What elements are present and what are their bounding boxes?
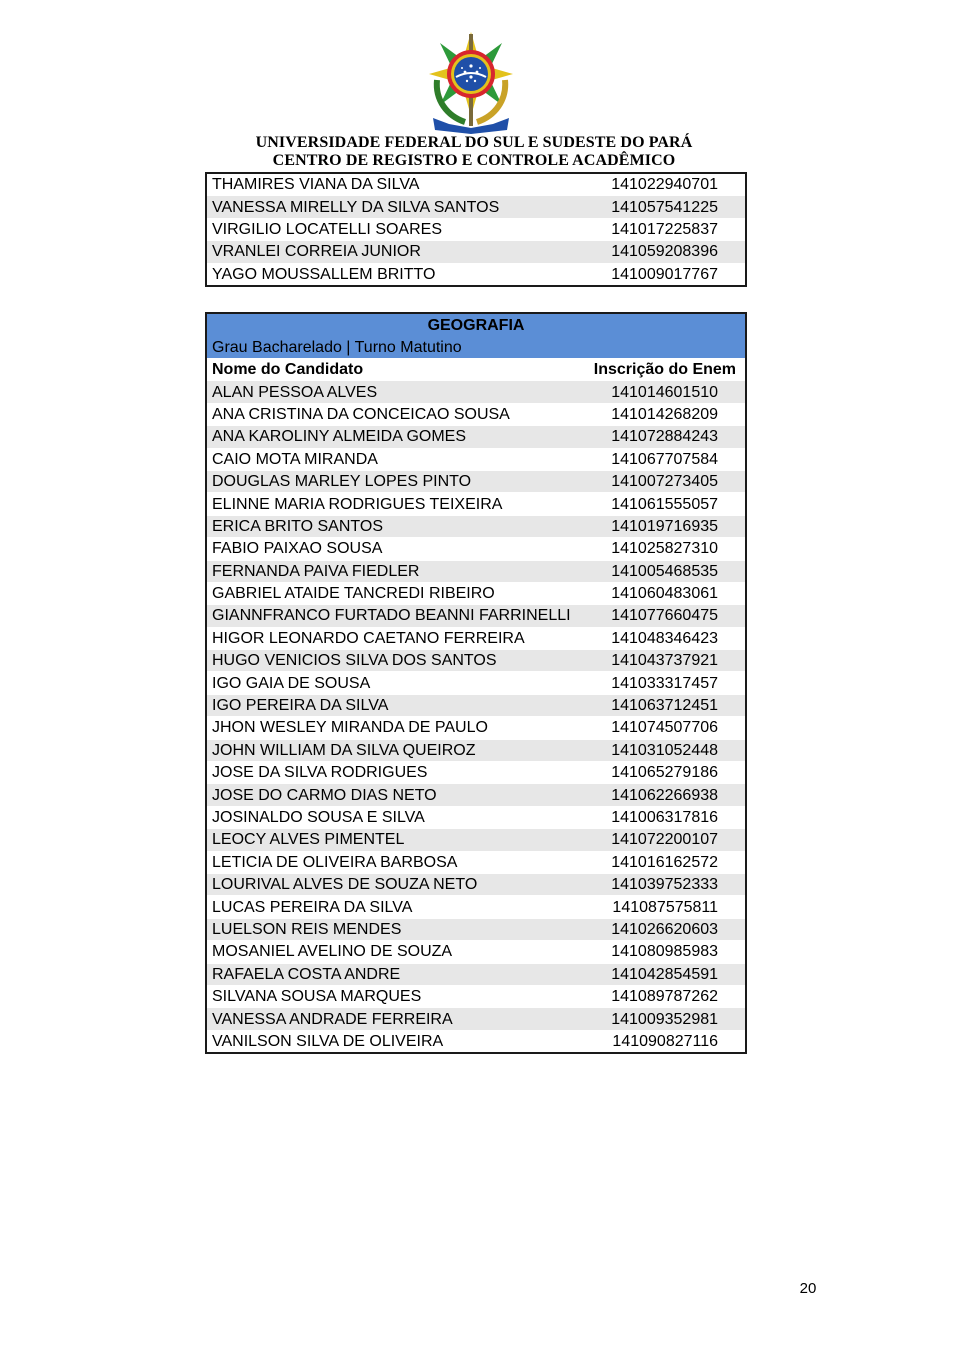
table-row	[206, 672, 746, 694]
candidate-name: YAGO MOUSSALLEM BRITTO	[206, 263, 584, 286]
candidate-inscricao: 141022940701	[584, 173, 746, 196]
candidate-name: LOURIVAL ALVES DE SOUZA NETO	[206, 873, 584, 895]
candidate-inscricao: 141043737921	[584, 650, 746, 672]
table-row	[206, 694, 746, 716]
candidate-name: LUELSON REIS MENDES	[206, 918, 584, 940]
table-row	[206, 829, 746, 851]
table-row	[206, 560, 746, 582]
table-row	[206, 538, 746, 560]
candidate-name: ELINNE MARIA RODRIGUES TEIXEIRA	[206, 493, 584, 515]
table-row	[206, 196, 746, 218]
candidate-inscricao: 141090827116	[584, 1030, 746, 1053]
candidate-name: JOSE DA SILVA RODRIGUES	[206, 762, 584, 784]
table-row	[206, 963, 746, 985]
candidate-name: VANILSON SILVA DE OLIVEIRA	[206, 1030, 584, 1053]
table-row	[206, 784, 746, 806]
candidate-inscricao: 141067707584	[584, 448, 746, 470]
candidate-name: LUCAS PEREIRA DA SILVA	[206, 896, 584, 918]
table-row	[206, 627, 746, 649]
table-row	[206, 470, 746, 492]
table-row	[206, 985, 746, 1007]
candidate-inscricao: 141019716935	[584, 515, 746, 537]
table-row	[206, 241, 746, 263]
candidate-name: JOSINALDO SOUSA E SILVA	[206, 806, 584, 828]
table-row	[206, 515, 746, 537]
grade-turno: Grau Bacharelado | Turno Matutino	[206, 336, 746, 359]
candidate-inscricao: 141061555057	[584, 493, 746, 515]
candidate-inscricao: 141005468535	[584, 560, 746, 582]
column-header-inscricao: Inscrição do Enem	[584, 359, 746, 381]
candidate-inscricao: 141014601510	[584, 381, 746, 403]
candidate-name: IGO PEREIRA DA SILVA	[206, 694, 584, 716]
candidate-inscricao: 141072200107	[584, 829, 746, 851]
candidate-inscricao: 141031052448	[584, 739, 746, 761]
candidate-inscricao: 141063712451	[584, 694, 746, 716]
candidate-name: VANESSA ANDRADE FERREIRA	[206, 1008, 584, 1030]
candidate-inscricao: 141017225837	[584, 218, 746, 240]
candidate-inscricao: 141016162572	[584, 851, 746, 873]
course-header	[206, 313, 746, 336]
candidate-inscricao: 141025827310	[584, 538, 746, 560]
candidate-inscricao: 141062266938	[584, 784, 746, 806]
candidate-inscricao: 141009352981	[584, 1008, 746, 1030]
table-row	[206, 717, 746, 739]
candidate-inscricao: 141065279186	[584, 762, 746, 784]
candidate-name: LETICIA DE OLIVEIRA BARBOSA	[206, 851, 584, 873]
candidate-inscricao: 141033317457	[584, 672, 746, 694]
table-row	[206, 1008, 746, 1030]
table-row	[206, 582, 746, 604]
candidate-inscricao: 141057541225	[584, 196, 746, 218]
candidate-name: THAMIRES VIANA DA SILVA	[206, 173, 584, 196]
candidate-inscricao: 141059208396	[584, 241, 746, 263]
candidate-name: HUGO VENICIOS SILVA DOS SANTOS	[206, 650, 584, 672]
column-header-row	[206, 359, 746, 381]
candidate-inscricao: 141060483061	[584, 582, 746, 604]
geografia-candidates-table	[205, 312, 747, 1054]
column-header-name: Nome do Candidato	[206, 359, 584, 381]
table-row	[206, 851, 746, 873]
candidate-inscricao: 141048346423	[584, 627, 746, 649]
candidate-name: JHON WESLEY MIRANDA DE PAULO	[206, 717, 584, 739]
table-row	[206, 1030, 746, 1053]
candidate-name: LEOCY ALVES PIMENTEL	[206, 829, 584, 851]
candidate-name: ANA KAROLINY ALMEIDA GOMES	[206, 426, 584, 448]
candidate-inscricao: 141087575811	[584, 896, 746, 918]
candidate-inscricao: 141009017767	[584, 263, 746, 286]
candidate-name: GABRIEL ATAIDE TANCREDI RIBEIRO	[206, 582, 584, 604]
table-row	[206, 896, 746, 918]
table-row	[206, 873, 746, 895]
candidate-name: ERICA BRITO SANTOS	[206, 515, 584, 537]
candidate-name: VRANLEI CORREIA JUNIOR	[206, 241, 584, 263]
table-row	[206, 173, 746, 196]
candidate-inscricao: 141077660475	[584, 605, 746, 627]
candidate-inscricao: 141089787262	[584, 985, 746, 1007]
table-row	[206, 403, 746, 425]
course-title: GEOGRAFIA	[206, 313, 746, 336]
candidate-name: IGO GAIA DE SOUSA	[206, 672, 584, 694]
table-row	[206, 426, 746, 448]
table-row	[206, 448, 746, 470]
continued-candidates-table	[205, 172, 747, 287]
candidate-inscricao: 141014268209	[584, 403, 746, 425]
candidate-name: FABIO PAIXAO SOUSA	[206, 538, 584, 560]
candidate-name: MOSANIEL AVELINO DE SOUZA	[206, 941, 584, 963]
candidate-name: HIGOR LEONARDO CAETANO FERREIRA	[206, 627, 584, 649]
page-number: 20	[799, 1280, 817, 1297]
candidate-inscricao: 141072884243	[584, 426, 746, 448]
table-row	[206, 941, 746, 963]
candidate-inscricao: 141080985983	[584, 941, 746, 963]
candidate-name: FERNANDA PAIVA FIEDLER	[206, 560, 584, 582]
candidate-name: CAIO MOTA MIRANDA	[206, 448, 584, 470]
candidate-name: DOUGLAS MARLEY LOPES PINTO	[206, 470, 584, 492]
table-row	[206, 605, 746, 627]
candidate-inscricao: 141042854591	[584, 963, 746, 985]
table-row	[206, 218, 746, 240]
brazil-coat-of-arms-icon	[425, 30, 517, 136]
table-row	[206, 650, 746, 672]
table-row	[206, 806, 746, 828]
institution-title: UNIVERSIDADE FEDERAL DO SUL E SUDESTE DO PARÁ	[255, 134, 693, 151]
candidate-inscricao: 141039752333	[584, 873, 746, 895]
candidate-inscricao: 141074507706	[584, 717, 746, 739]
candidate-inscricao: 141006317816	[584, 806, 746, 828]
grade-row	[206, 336, 746, 359]
table-row	[206, 263, 746, 286]
table-row	[206, 381, 746, 403]
candidate-inscricao: 141007273405	[584, 470, 746, 492]
candidate-name: VANESSA MIRELLY DA SILVA SANTOS	[206, 196, 584, 218]
candidate-name: VIRGILIO LOCATELLI SOARES	[206, 218, 584, 240]
candidate-name: GIANNFRANCO FURTADO BEANNI FARRINELLI	[206, 605, 584, 627]
candidate-name: JOHN WILLIAM DA SILVA QUEIROZ	[206, 739, 584, 761]
table-row	[206, 739, 746, 761]
table-row	[206, 918, 746, 940]
candidate-name: RAFAELA COSTA ANDRE	[206, 963, 584, 985]
table-row	[206, 493, 746, 515]
table-row	[206, 762, 746, 784]
candidate-name: JOSE DO CARMO DIAS NETO	[206, 784, 584, 806]
department-title: CENTRO DE REGISTRO E CONTROLE ACADÊMICO	[272, 152, 676, 169]
candidate-name: SILVANA SOUSA MARQUES	[206, 985, 584, 1007]
candidate-name: ANA CRISTINA DA CONCEICAO SOUSA	[206, 403, 584, 425]
candidate-name: ALAN PESSOA ALVES	[206, 381, 584, 403]
candidate-inscricao: 141026620603	[584, 918, 746, 940]
